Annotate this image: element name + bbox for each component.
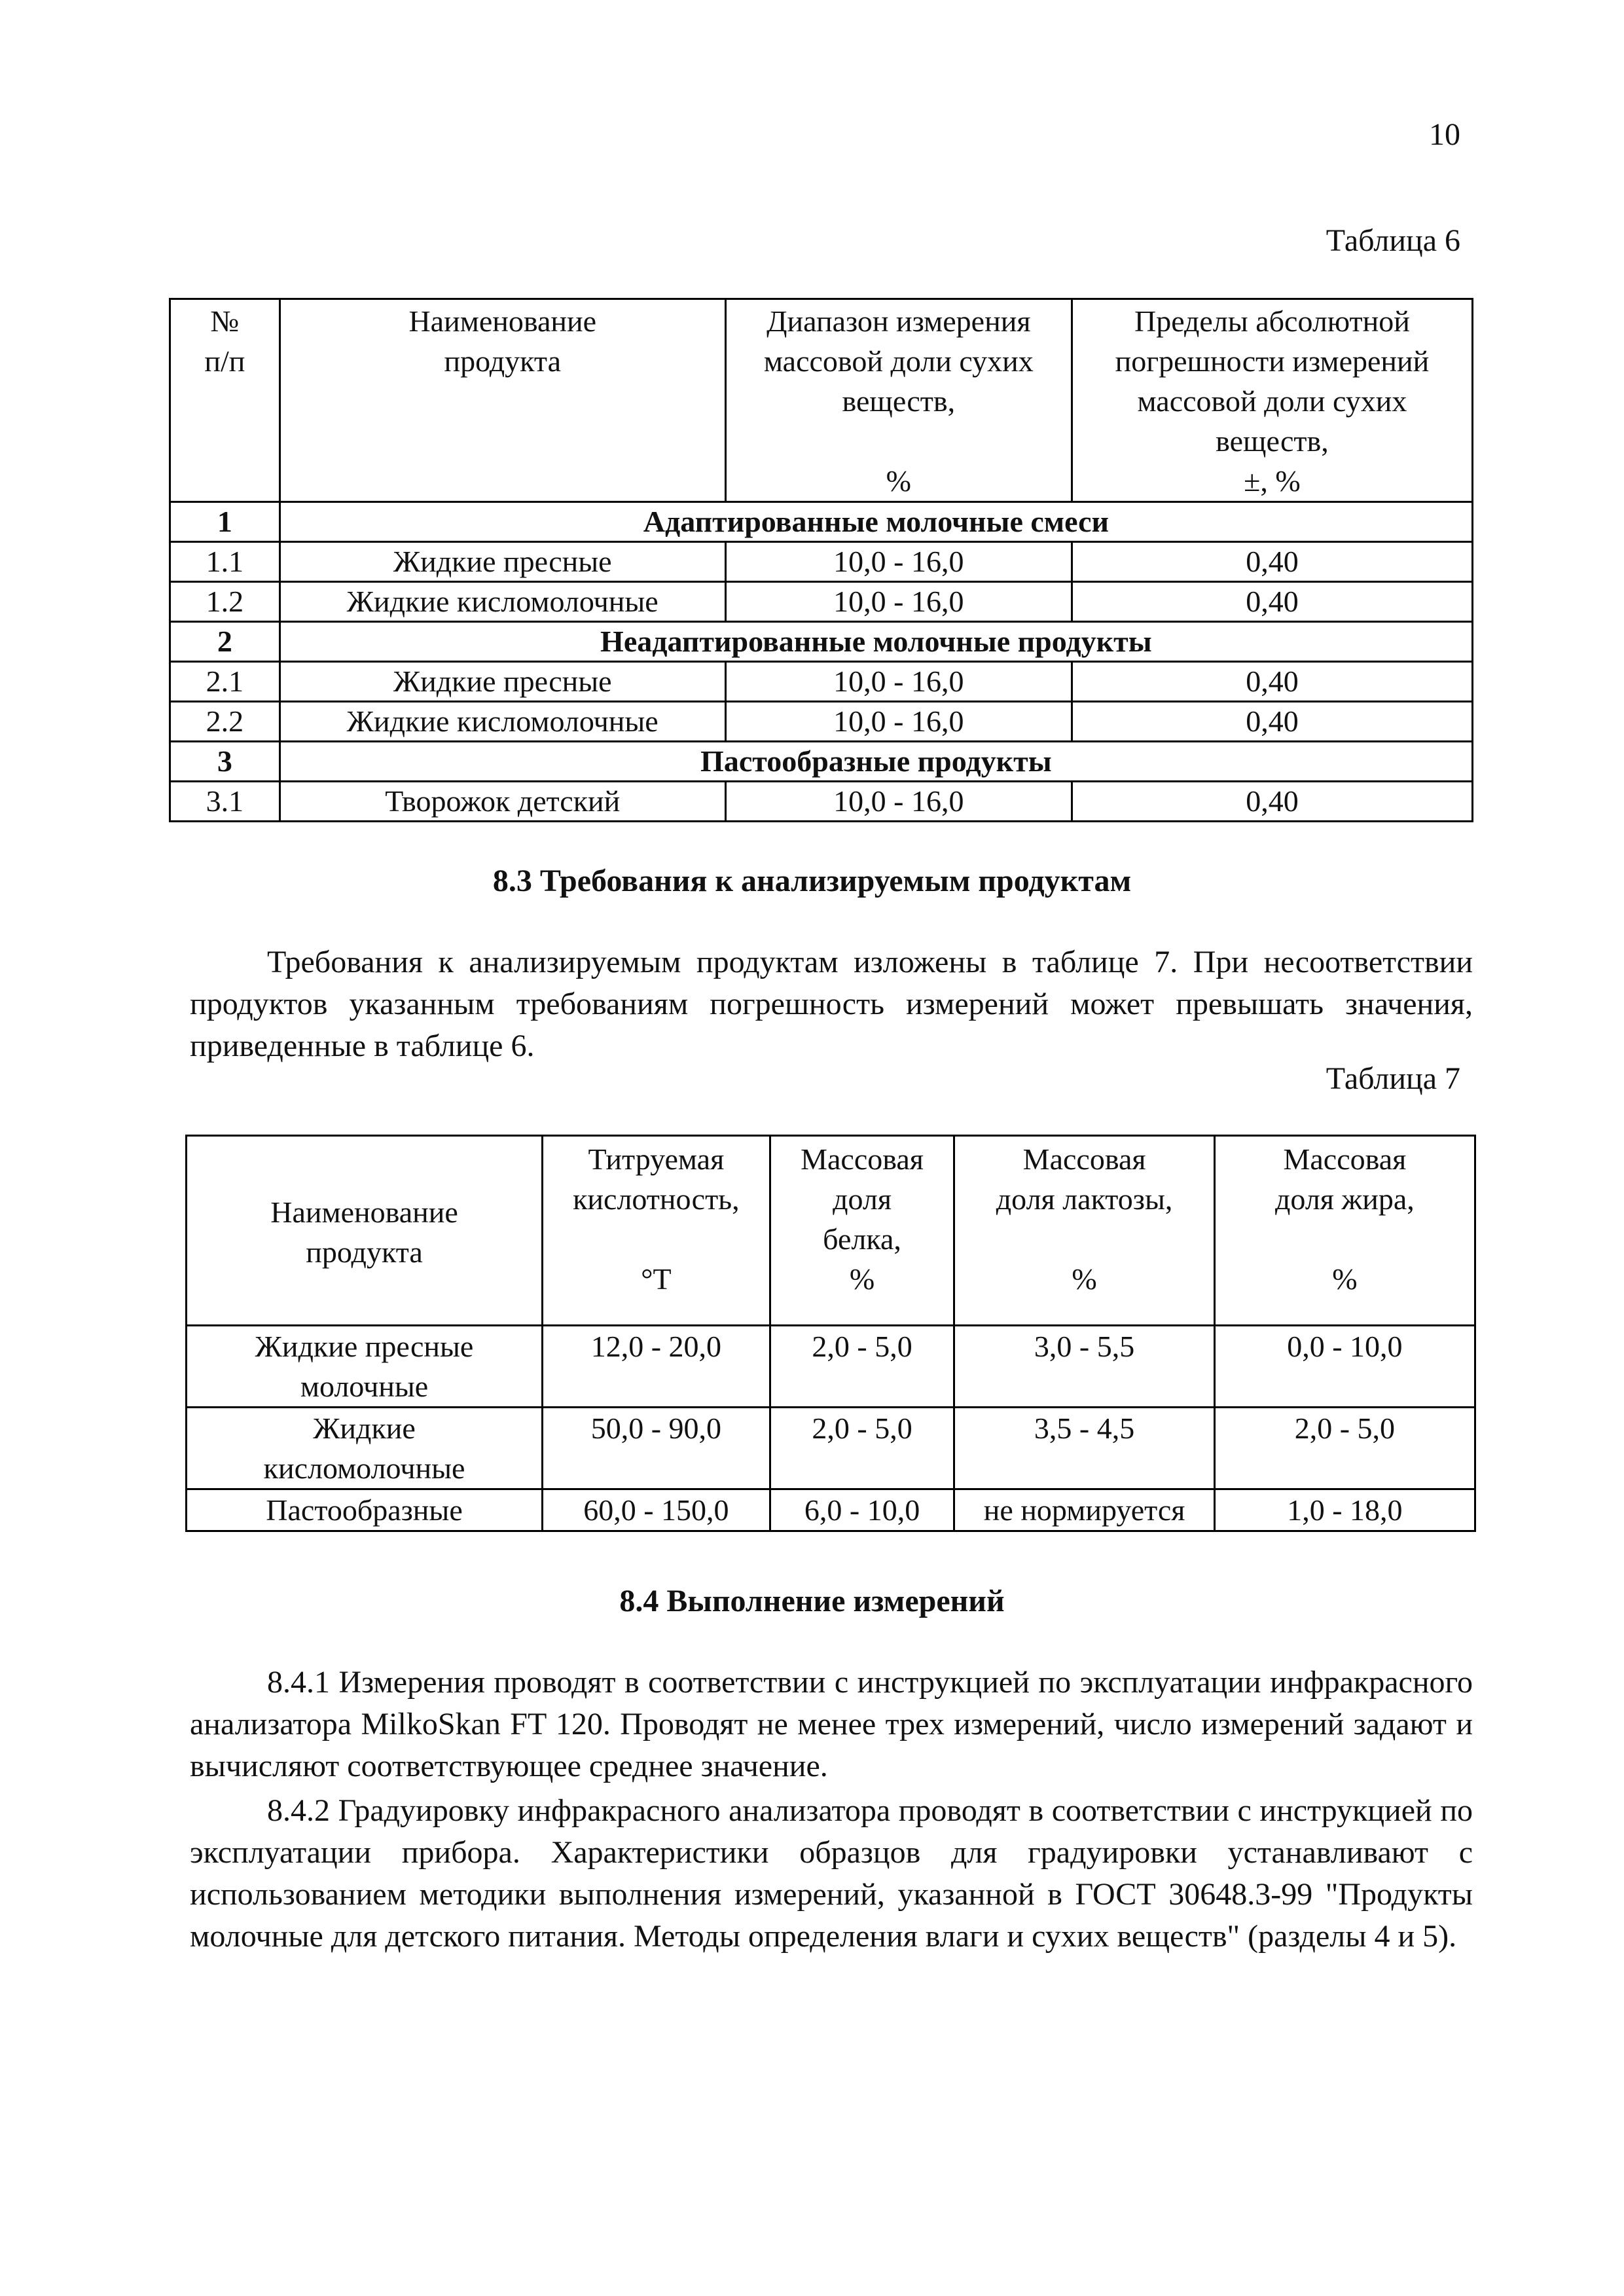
- table6-section-num: 1: [170, 502, 280, 542]
- table6-cell-name: Жидкие кисломолочные: [280, 702, 725, 742]
- table7-header-lactose-line: %: [1072, 1262, 1097, 1296]
- table7-cell-protein: 2,0 - 5,0: [770, 1408, 954, 1489]
- table6-header-limits-line: ±, %: [1244, 464, 1301, 498]
- table7-header-name-line: продукта: [306, 1235, 423, 1269]
- table6-section-title: Неадаптированные молочные продукты: [280, 622, 1472, 662]
- table6-header-limits: [1072, 299, 1472, 502]
- table6-header-limits-line: Пределы абсолютной: [1134, 304, 1410, 338]
- table7-header-acidity-line: [550, 1219, 763, 1259]
- table6-cell-limit: 0,40: [1072, 662, 1472, 702]
- table7-header-row: [187, 1136, 1475, 1326]
- table6-header-range-line: веществ,: [842, 384, 956, 418]
- table7-header-fat-line: %: [1332, 1262, 1358, 1296]
- table7-header-fat-line: Массовая: [1283, 1142, 1407, 1176]
- table6-header-name-line: Наименование: [408, 304, 597, 338]
- table6: [169, 298, 1473, 822]
- table6-cell-limit: 0,40: [1072, 582, 1472, 622]
- table7-header-lactose-line: [962, 1219, 1206, 1259]
- table6-header-range-line: массовой доли сухих: [763, 344, 1034, 378]
- table7-header-lactose-line: доля лактозы,: [996, 1182, 1173, 1216]
- table7-header-acidity-line: °Т: [641, 1262, 672, 1296]
- table6-cell-range: 10,0 - 16,0: [725, 662, 1072, 702]
- table6-body: [170, 299, 1473, 822]
- table7-header-protein-line: %: [849, 1262, 875, 1296]
- table7-cell-protein: 6,0 - 10,0: [770, 1489, 954, 1531]
- table6-cell-limit: 0,40: [1072, 542, 1472, 582]
- section-8-4-2-text: 8.4.2 Градуировку инфракрасного анализатора проводят в соответствии с инструкцией по эксплуатации прибора. Характеристики образцов для градуировки устанавливают с использованием методики выполнения измерений, указанной в ГОСТ 30648.3-99 "Продукты молочные для детского питания. Методы определения влаги и сухих веществ" (разделы 4 и 5).: [190, 1793, 1473, 1954]
- table7-cell-name-line: Пастообразные: [266, 1493, 463, 1527]
- table6-cell-name: Творожок детский: [280, 782, 725, 822]
- table6-header-limits-line: веществ,: [1216, 424, 1329, 458]
- table6-header-limits-line: погрешности измерений: [1115, 344, 1430, 378]
- table7-cell-name: [187, 1326, 543, 1408]
- table7-cell-lactose: не нормируется: [954, 1489, 1214, 1531]
- table6-header-range-line: %: [886, 464, 911, 498]
- table7-header-name: [187, 1136, 543, 1326]
- table6-section-row: [170, 622, 1473, 662]
- table7-cell-name-line: молочные: [300, 1370, 429, 1403]
- table6-cell-name: Жидкие пресные: [280, 662, 725, 702]
- table6-cell-range: 10,0 - 16,0: [725, 542, 1072, 582]
- table7-header-protein-line: доля: [833, 1182, 892, 1216]
- table7-cell-acidity: 50,0 - 90,0: [543, 1408, 770, 1489]
- table6-cell-num: 2.1: [170, 662, 280, 702]
- table7-cell-acidity: 12,0 - 20,0: [543, 1326, 770, 1408]
- table6-section-num: 3: [170, 742, 280, 782]
- table7-cell-lactose: 3,0 - 5,5: [954, 1326, 1214, 1408]
- table6-header-range-line: [733, 421, 1064, 461]
- table7-header-fat-line: доля жира,: [1275, 1182, 1415, 1216]
- table6-cell-num: 3.1: [170, 782, 280, 822]
- table7-cell-acidity: 60,0 - 150,0: [543, 1489, 770, 1531]
- table6-section-title: Пастообразные продукты: [280, 742, 1472, 782]
- table6-cell-limit: 0,40: [1072, 702, 1472, 742]
- section-8-3-text: Требования к анализируемым продуктам изложены в таблице 7. При несоответствии продуктов указанным требованиям погрешность измерений может превышать значения, приведенные в таблице 6.: [190, 945, 1473, 1063]
- table6-cell-num: 1.1: [170, 542, 280, 582]
- table6-cell-range: 10,0 - 16,0: [725, 782, 1072, 822]
- table6-header-name-line: продукта: [444, 344, 562, 378]
- table6-row: [170, 662, 1473, 702]
- table6-header-name: [280, 299, 725, 502]
- table6-caption: Таблица 6: [1326, 223, 1460, 258]
- table7-cell-name-line: Жидкие пресные: [255, 1330, 474, 1363]
- table7-row: [187, 1408, 1475, 1489]
- table7-header-acidity-line: Титруемая: [588, 1142, 725, 1176]
- table7-cell-name: [187, 1408, 543, 1489]
- table7-cell-name: [187, 1489, 543, 1531]
- table6-header-num-line: №: [210, 304, 240, 338]
- table7-cell-fat: 2,0 - 5,0: [1214, 1408, 1475, 1489]
- table7-cell-fat: 1,0 - 18,0: [1214, 1489, 1475, 1531]
- table6-header-range-line: Диапазон измерения: [767, 304, 1031, 338]
- table6-cell-name: Жидкие пресные: [280, 542, 725, 582]
- table7-header-fat: [1214, 1136, 1475, 1326]
- table6-cell-range: 10,0 - 16,0: [725, 582, 1072, 622]
- table7-header-name-line: Наименование: [270, 1195, 458, 1229]
- table7-header-lactose-line: Массовая: [1022, 1142, 1146, 1176]
- table6-row: [170, 782, 1473, 822]
- table7-row: [187, 1326, 1475, 1408]
- table6-section-num: 2: [170, 622, 280, 662]
- table7-header-fat-line: [1222, 1219, 1468, 1259]
- table7-body: [187, 1136, 1475, 1531]
- table6-cell-range: 10,0 - 16,0: [725, 702, 1072, 742]
- table6-cell-num: 2.2: [170, 702, 280, 742]
- table7-header-acidity-line: кислотность,: [573, 1182, 740, 1216]
- table6-header-limits-line: массовой доли сухих: [1137, 384, 1407, 418]
- table6-header-row: [170, 299, 1473, 502]
- section-8-3-heading: 8.3 Требования к анализируемым продуктам: [492, 864, 1132, 898]
- table6-header-range: [725, 299, 1072, 502]
- page-number: 10: [1429, 117, 1460, 152]
- table7-row: [187, 1489, 1475, 1531]
- table6-cell-num: 1.2: [170, 582, 280, 622]
- table6-section-title: Адаптированные молочные смеси: [280, 502, 1472, 542]
- table7-caption: Таблица 7: [1326, 1061, 1460, 1096]
- table7-cell-fat: 0,0 - 10,0: [1214, 1326, 1475, 1408]
- table6-row: [170, 542, 1473, 582]
- table6-section-row: [170, 742, 1473, 782]
- table7-cell-name-line: Жидкие: [313, 1412, 416, 1445]
- table7-header-acidity: [543, 1136, 770, 1326]
- table7-header-protein-line: белка,: [823, 1222, 901, 1256]
- table6-section-row: [170, 502, 1473, 542]
- table7-header-protein: [770, 1136, 954, 1326]
- table6-row: [170, 702, 1473, 742]
- table7: [185, 1135, 1476, 1532]
- table6-row: [170, 582, 1473, 622]
- table6-header-num-line: п/п: [204, 344, 245, 378]
- table7-cell-protein: 2,0 - 5,0: [770, 1326, 954, 1408]
- table7-header-lactose: [954, 1136, 1214, 1326]
- table7-header-protein-line: Массовая: [801, 1142, 924, 1176]
- table6-header-num: [170, 299, 280, 502]
- section-8-4-heading: 8.4 Выполнение измерений: [619, 1584, 1005, 1618]
- table7-cell-name-line: кисломолочные: [263, 1451, 465, 1485]
- table6-cell-limit: 0,40: [1072, 782, 1472, 822]
- table7-cell-lactose: 3,5 - 4,5: [954, 1408, 1214, 1489]
- section-8-4-1-text: 8.4.1 Измерения проводят в соответствии с инструкцией по эксплуатации инфракрасного анализатора MilkoSkan FT 120. Проводят не менее трех измерений, число измерений задают и вычисляют соответствующее среднее значение.: [190, 1665, 1473, 1783]
- table6-cell-name: Жидкие кисломолочные: [280, 582, 725, 622]
